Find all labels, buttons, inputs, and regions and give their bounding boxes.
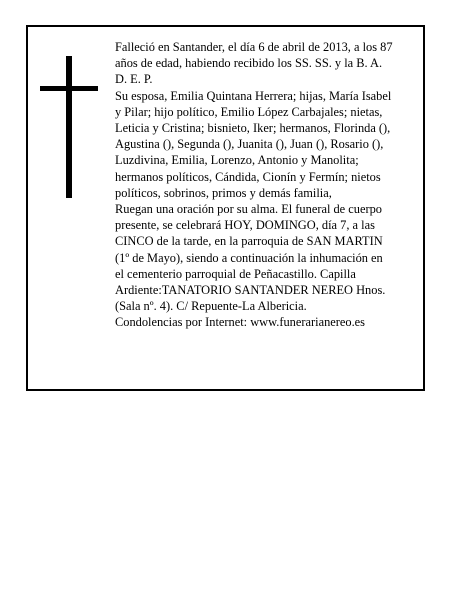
notice-line: políticos, sobrinos, primos y demás familia,: [115, 185, 332, 200]
notice-line: (Sala nº. 4). C/ Repuente-La Albericia.: [115, 299, 307, 314]
notice-line: Luzdivina, Emilia, Lorenzo, Antonio y Manolita;: [115, 153, 359, 168]
notice-line: D. E. P.: [115, 72, 153, 87]
notice-line: años de edad, habiendo recibido los SS. SS. y la B. A.: [115, 56, 383, 71]
notice-line: Su esposa, Emilia Quintana Herrera; hijas, María Isabel: [115, 88, 392, 103]
notice-line: Leticia y Cristina; bisnieto, Iker; hermanos, Florinda (),: [115, 121, 391, 136]
notice-line: presente, se celebrará HOY, DOMINGO, día 7, a las: [115, 218, 375, 233]
notice-text: [115, 39, 425, 331]
notice-line: Falleció en Santander, el día 6 de abril de 2013, a los 87: [115, 40, 393, 54]
notice-line: Agustina (), Segunda (), Juanita (), Juan (), Rosario (),: [115, 137, 384, 152]
cross-vertical-bar: [66, 56, 72, 198]
cross-horizontal-bar: [40, 86, 98, 91]
notice-line: CINCO de la tarde, en la parroquia de SAN MARTIN: [115, 234, 383, 249]
notice-line: (1º de Mayo), siendo a continuación la inhumación en: [115, 250, 383, 265]
obituary-notice: [26, 25, 425, 391]
notice-line: Ardiente:TANATORIO SANTANDER NEREO Hnos.: [115, 283, 386, 298]
notice-line: el cementerio parroquial de Peñacastillo. Capilla: [115, 266, 356, 281]
notice-line: y Pilar; hijo político, Emilio López Carbajales; nietas,: [115, 104, 383, 119]
notice-line: Condolencias por Internet: www.funerarianereo.es: [115, 315, 366, 330]
cross-icon: [40, 56, 98, 198]
notice-line: hermanos políticos, Cándida, Cionín y Fermín; nietos: [115, 169, 381, 184]
notice-line: Ruegan una oración por su alma. El funeral de cuerpo: [115, 202, 382, 217]
